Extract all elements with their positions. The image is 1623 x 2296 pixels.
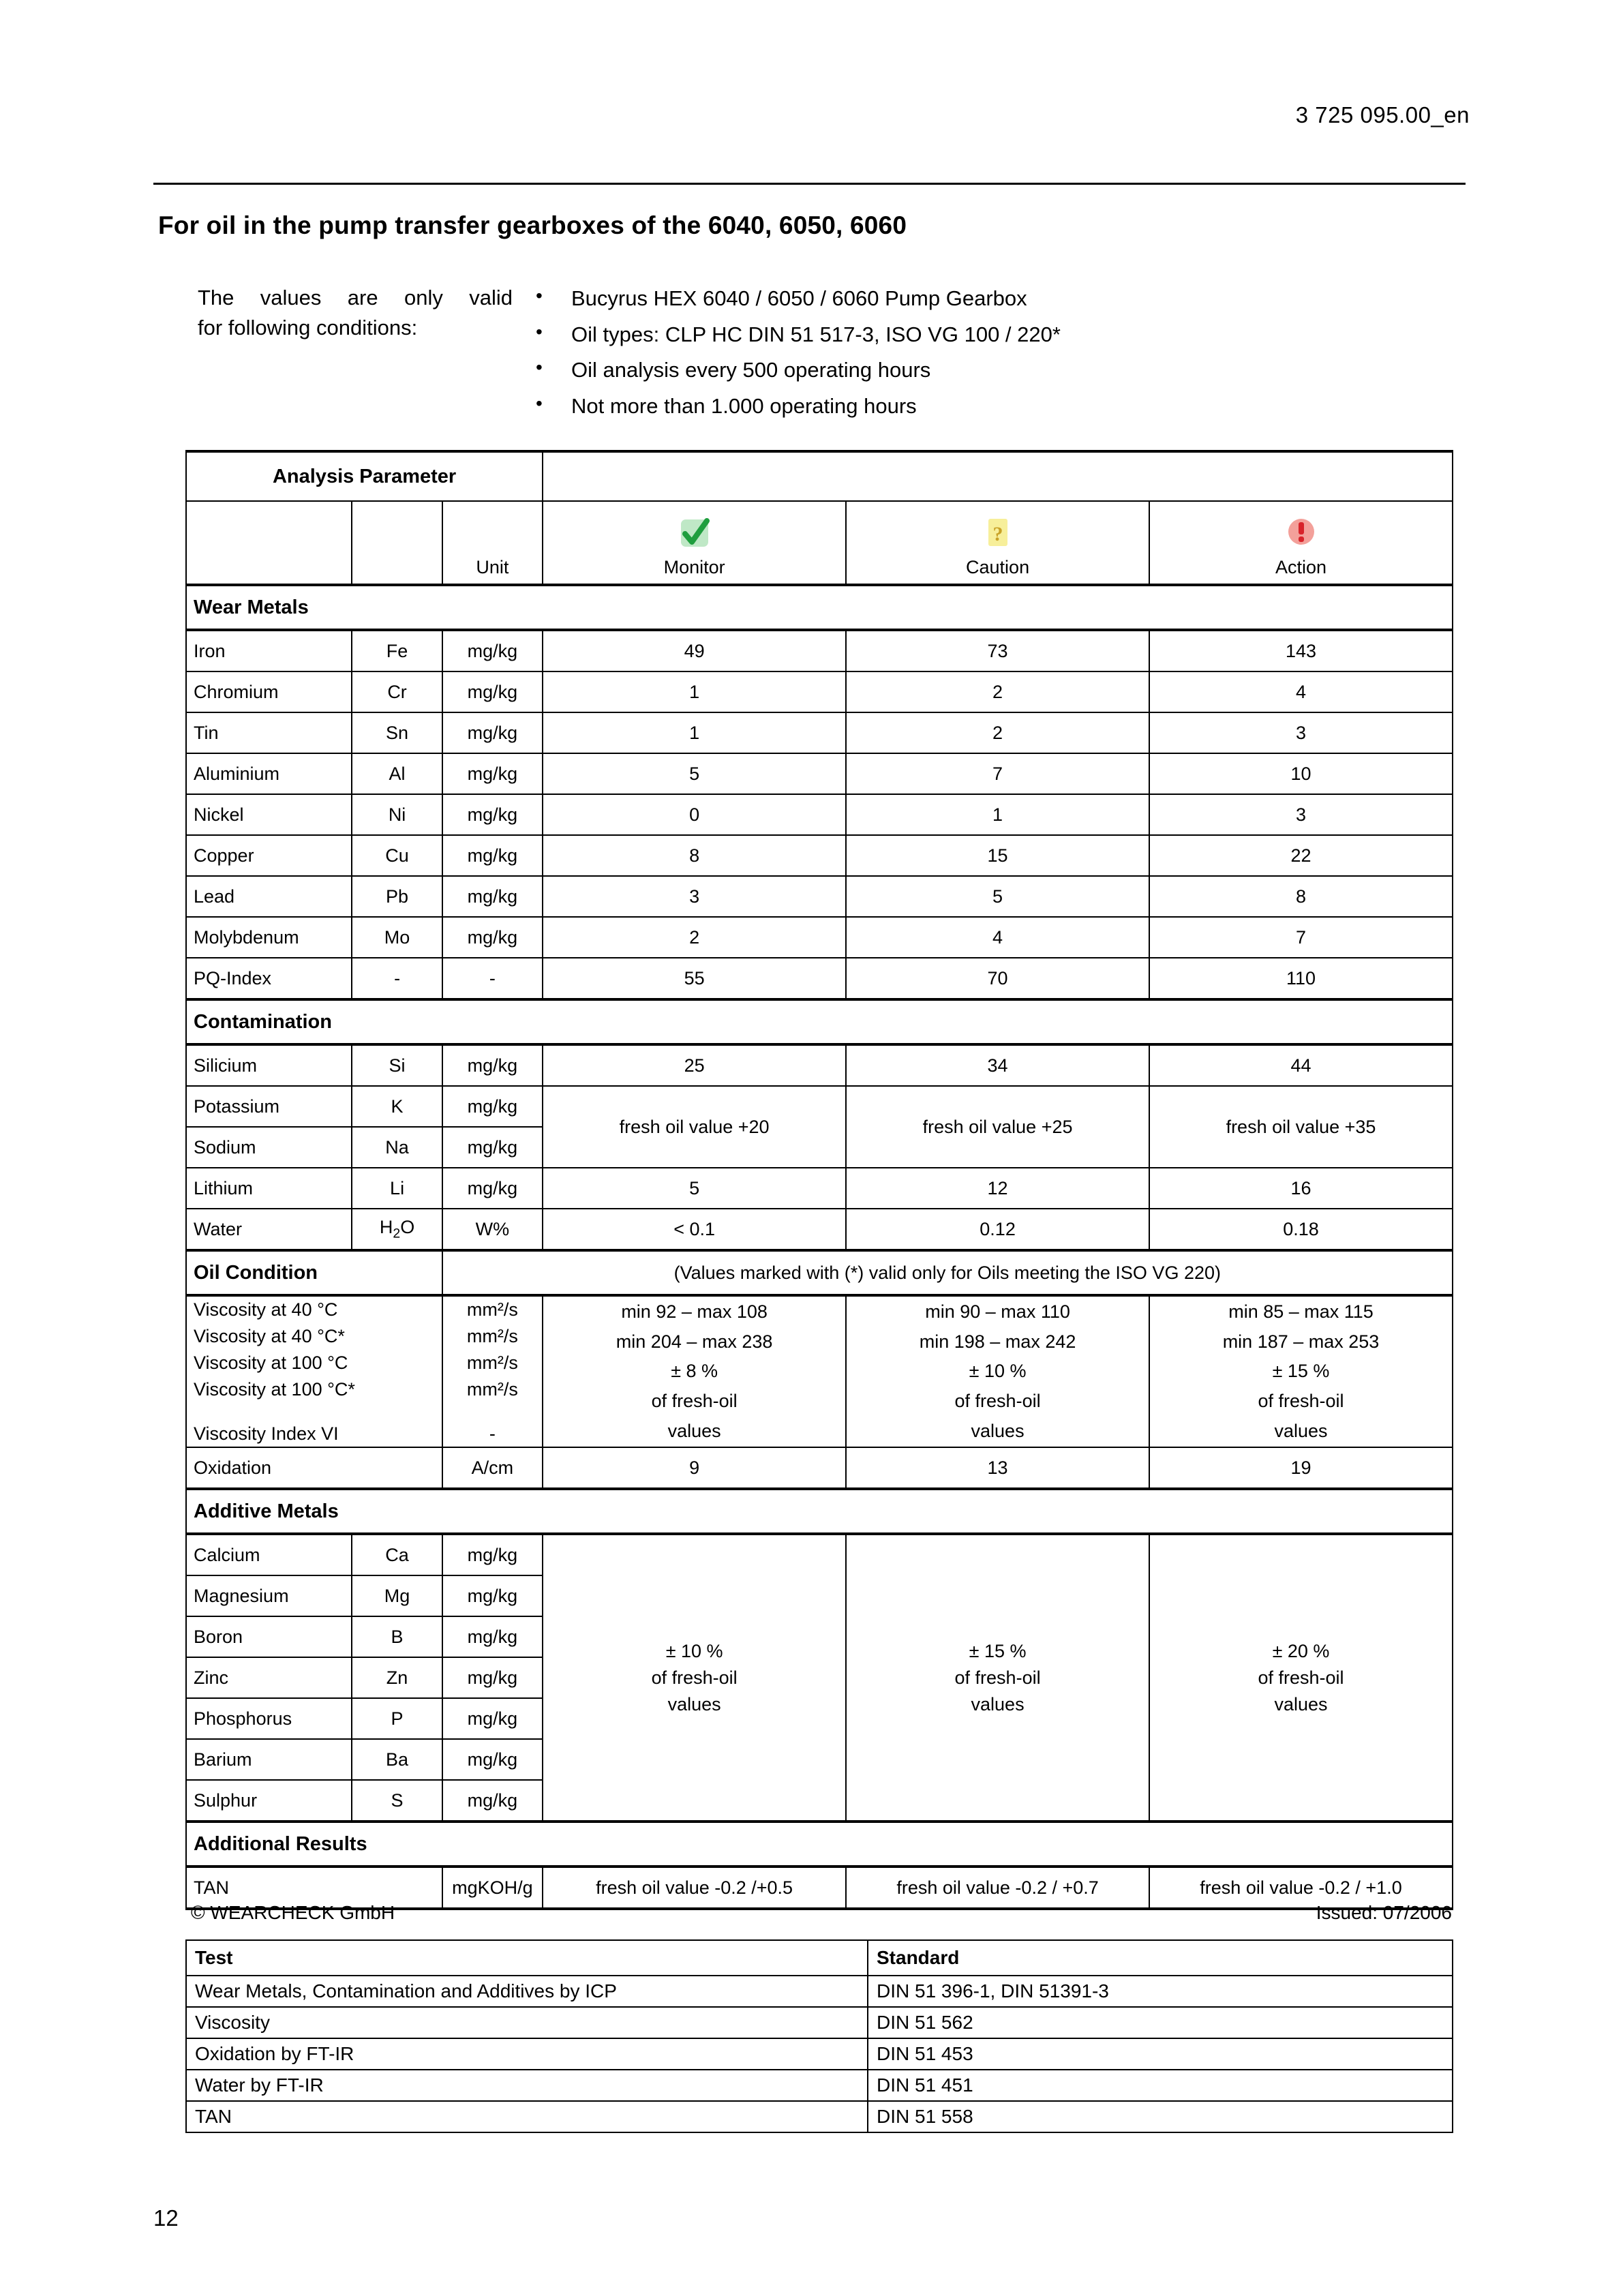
caution-value: 12 [846, 1168, 1149, 1209]
header-empty-abbr [352, 501, 442, 585]
parameter-unit: mg/kg [442, 1168, 543, 1209]
caution-value: 5 [846, 876, 1149, 917]
parameter-abbr: Cu [352, 835, 442, 876]
action-value: 143 [1149, 630, 1453, 671]
action-column-header [1149, 501, 1453, 585]
viscosity-value: of fresh-oil [1258, 1391, 1344, 1412]
additive-tolerance: ± 20 % [1272, 1641, 1330, 1662]
table-row [186, 1447, 1453, 1489]
caution-value: 1 [846, 794, 1149, 835]
viscosity-name: Viscosity at 100 °C [194, 1352, 348, 1373]
standards-test: TAN [186, 2101, 868, 2132]
parameter-abbr: Li [352, 1168, 442, 1209]
table-row [186, 1086, 1453, 1127]
monitor-value: 8 [543, 835, 846, 876]
monitor-value: 5 [543, 753, 846, 794]
viscosity-value: of fresh-oil [954, 1391, 1041, 1412]
viscosity-unit: mm²/s [466, 1378, 518, 1400]
viscosity-unit: mm²/s [466, 1299, 518, 1320]
standards-test: Viscosity [186, 2007, 868, 2038]
action-value: fresh oil value +35 [1149, 1086, 1453, 1168]
parameter-unit: mg/kg [442, 1780, 543, 1822]
monitor-column-header [543, 501, 846, 585]
parameter-name: Lithium [186, 1168, 352, 1209]
action-value: 44 [1149, 1044, 1453, 1086]
list-item: • Not more than 1.000 operating hours [532, 391, 1061, 422]
parameter-abbr: Al [352, 753, 442, 794]
table-row [186, 712, 1453, 753]
parameter-name: Lead [186, 876, 352, 917]
copyright-text: © WEARCHECK GmbH [191, 1902, 395, 1923]
parameter-unit: mg/kg [442, 753, 543, 794]
monitor-value: 3 [543, 876, 846, 917]
parameter-name: Oxidation [186, 1447, 442, 1489]
status-header-row [186, 501, 1453, 585]
svg-text:?: ? [992, 523, 1003, 545]
table-row [186, 1168, 1453, 1209]
additive-tolerance: of fresh-oil [954, 1667, 1041, 1688]
parameter-unit: mg/kg [442, 1616, 543, 1657]
table-row [186, 876, 1453, 917]
action-value: 19 [1149, 1447, 1453, 1489]
section-title: Oil Condition [186, 1250, 442, 1295]
standards-table [185, 1939, 1453, 2133]
viscosity-value: values [1274, 1420, 1328, 1441]
parameter-name: PQ-Index [186, 958, 352, 999]
parameter-abbr: Pb [352, 876, 442, 917]
parameter-abbr: Cr [352, 671, 442, 712]
table-row [186, 2070, 1453, 2101]
monitor-value [543, 1295, 846, 1447]
viscosity-unit: mm²/s [466, 1352, 518, 1373]
parameter-unit: - [442, 958, 543, 999]
additive-tolerance: values [1274, 1693, 1328, 1715]
action-value: 8 [1149, 876, 1453, 917]
caution-value: 13 [846, 1447, 1149, 1489]
monitor-value: 2 [543, 917, 846, 958]
document-number: 3 725 095.00_en [1295, 102, 1470, 127]
parameter-unit: mg/kg [442, 794, 543, 835]
monitor-value: 25 [543, 1044, 846, 1086]
caution-column-header [846, 501, 1149, 585]
standards-test: Wear Metals, Contamination and Additives by ICP [186, 1976, 868, 2007]
standards-test-header: Test [186, 1940, 868, 1976]
table-row [186, 917, 1453, 958]
parameter-name: Molybdenum [186, 917, 352, 958]
parameter-abbr: Ba [352, 1739, 442, 1780]
viscosity-value: values [667, 1420, 721, 1441]
viscosity-value: min 198 – max 242 [919, 1331, 1076, 1352]
conditions-label [198, 283, 532, 343]
standards-header-row [186, 1940, 1453, 1976]
parameter-name: Copper [186, 835, 352, 876]
parameter-unit: mgKOH/g [442, 1867, 543, 1909]
caution-value: 0.12 [846, 1209, 1149, 1250]
parameter-abbr: Mg [352, 1575, 442, 1616]
table-row [186, 671, 1453, 712]
table-row [186, 1209, 1453, 1250]
section-title: Additional Results [186, 1822, 1453, 1867]
parameter-abbr: Si [352, 1044, 442, 1086]
action-value: 4 [1149, 671, 1453, 712]
parameter-abbr: Na [352, 1127, 442, 1168]
table-credits [191, 1902, 1452, 1924]
additive-tolerance: ± 15 % [969, 1641, 1027, 1662]
standards-test: Water by FT-IR [186, 2070, 868, 2101]
parameter-name: Barium [186, 1739, 352, 1780]
additive-tolerance: of fresh-oil [651, 1667, 738, 1688]
parameter-unit: mg/kg [442, 1575, 543, 1616]
parameter-unit: mg/kg [442, 1739, 543, 1780]
action-label: Action [1275, 557, 1327, 577]
parameter-unit: mg/kg [442, 671, 543, 712]
table-row [186, 794, 1453, 835]
viscosity-value: min 187 – max 253 [1222, 1331, 1380, 1352]
list-item: • Oil types: CLP HC DIN 51 517-3, ISO VG 100 / 220* [532, 319, 1061, 350]
monitor-value [543, 1534, 846, 1822]
red-exclamation-icon [1157, 515, 1445, 554]
parameter-unit: mg/kg [442, 876, 543, 917]
viscosity-unit: - [489, 1423, 496, 1444]
viscosity-name: Viscosity Index VI [194, 1423, 339, 1444]
caution-value: 15 [846, 835, 1149, 876]
table-row [186, 1976, 1453, 2007]
parameter-unit: mg/kg [442, 1127, 543, 1168]
parameter-unit: mg/kg [442, 712, 543, 753]
viscosity-value: min 90 – max 110 [925, 1301, 1070, 1322]
action-value: 10 [1149, 753, 1453, 794]
caution-value [846, 1295, 1149, 1447]
analysis-parameter-header: Analysis Parameter [186, 451, 543, 501]
viscosity-value: of fresh-oil [651, 1391, 738, 1412]
parameter-unit: A/cm [442, 1447, 543, 1489]
parameter-unit: mg/kg [442, 835, 543, 876]
viscosity-units [442, 1295, 543, 1447]
parameter-unit: mg/kg [442, 1657, 543, 1698]
conditions-label-line1: The values are only valid [198, 286, 513, 309]
parameter-abbr: Sn [352, 712, 442, 753]
monitor-value: fresh oil value -0.2 /+0.5 [543, 1867, 846, 1909]
standards-standard: DIN 51 453 [868, 2038, 1453, 2070]
monitor-label: Monitor [663, 557, 725, 577]
standards-standard: DIN 51 451 [868, 2070, 1453, 2101]
table-header-row [186, 451, 1453, 501]
parameter-name: Zinc [186, 1657, 352, 1698]
viscosity-value: ± 10 % [969, 1361, 1027, 1382]
standards-standard: DIN 51 558 [868, 2101, 1453, 2132]
parameter-unit: mg/kg [442, 1086, 543, 1127]
parameter-unit: mg/kg [442, 917, 543, 958]
parameter-abbr: P [352, 1698, 442, 1739]
monitor-value: < 0.1 [543, 1209, 846, 1250]
parameter-name: Silicium [186, 1044, 352, 1086]
parameter-abbr: Fe [352, 630, 442, 671]
parameter-name: Chromium [186, 671, 352, 712]
monitor-value: 55 [543, 958, 846, 999]
viscosity-value: min 85 – max 115 [1228, 1301, 1374, 1322]
action-value: 7 [1149, 917, 1453, 958]
caution-value: 4 [846, 917, 1149, 958]
unit-column-header: Unit [442, 501, 543, 585]
parameter-abbr: Ca [352, 1534, 442, 1575]
additive-tolerance: values [667, 1693, 721, 1715]
action-value: 22 [1149, 835, 1453, 876]
parameter-name: TAN [186, 1867, 442, 1909]
action-value [1149, 1295, 1453, 1447]
section-title: Contamination [186, 999, 1453, 1044]
caution-value: 73 [846, 630, 1149, 671]
table-row [186, 2038, 1453, 2070]
action-value: fresh oil value -0.2 / +1.0 [1149, 1867, 1453, 1909]
oil-analysis-limits-table [185, 450, 1453, 1910]
section-title: Wear Metals [186, 585, 1453, 630]
caution-value: 2 [846, 712, 1149, 753]
parameter-abbr: B [352, 1616, 442, 1657]
table-row [186, 753, 1453, 794]
viscosity-value: ± 8 % [671, 1361, 718, 1382]
parameter-unit: mg/kg [442, 630, 543, 671]
page-title: For oil in the pump transfer gearboxes of the 6040, 6050, 6060 [158, 211, 907, 239]
standards-standard: DIN 51 562 [868, 2007, 1453, 2038]
parameter-abbr: Mo [352, 917, 442, 958]
action-value [1149, 1534, 1453, 1822]
section-title: Additive Metals [186, 1489, 1453, 1534]
caution-value: 70 [846, 958, 1149, 999]
action-value: 16 [1149, 1168, 1453, 1209]
viscosity-value: min 92 – max 108 [621, 1301, 768, 1322]
additive-tolerance: of fresh-oil [1258, 1667, 1344, 1688]
parameter-name: Sulphur [186, 1780, 352, 1822]
parameter-name: Magnesium [186, 1575, 352, 1616]
action-value: 110 [1149, 958, 1453, 999]
viscosity-value: ± 15 % [1272, 1361, 1330, 1382]
standards-standard-header: Standard [868, 1940, 1453, 1976]
parameter-unit: mg/kg [442, 1698, 543, 1739]
table-row [186, 1044, 1453, 1086]
caution-value: 34 [846, 1044, 1149, 1086]
caution-value: fresh oil value +25 [846, 1086, 1149, 1168]
viscosity-value: min 204 – max 238 [616, 1331, 773, 1352]
oil-condition-note: (Values marked with (*) valid only for Oils meeting the ISO VG 220) [442, 1250, 1453, 1295]
parameter-name: Boron [186, 1616, 352, 1657]
monitor-value: fresh oil value +20 [543, 1086, 846, 1168]
section-header-wear-metals [186, 585, 1453, 630]
table-row [186, 1534, 1453, 1575]
conditions-bullet-list [532, 283, 1061, 426]
table-row [186, 2101, 1453, 2132]
caution-label: Caution [966, 557, 1030, 577]
parameter-name: Aluminium [186, 753, 352, 794]
parameter-abbr: Ni [352, 794, 442, 835]
conditions-intro [198, 283, 1425, 426]
parameter-unit: mg/kg [442, 1534, 543, 1575]
parameter-unit: mg/kg [442, 1044, 543, 1086]
parameter-name: Sodium [186, 1127, 352, 1168]
additive-tolerance: values [971, 1693, 1025, 1715]
table-row [186, 2007, 1453, 2038]
parameter-abbr: Zn [352, 1657, 442, 1698]
header-divider [153, 183, 1466, 185]
standards-standard: DIN 51 396-1, DIN 51391-3 [868, 1976, 1453, 2007]
section-header-additional-results [186, 1822, 1453, 1867]
header-empty-name [186, 501, 352, 585]
list-item: • Oil analysis every 500 operating hours [532, 354, 1061, 386]
parameter-name: Iron [186, 630, 352, 671]
standards-test: Oxidation by FT-IR [186, 2038, 868, 2070]
monitor-value: 1 [543, 712, 846, 753]
monitor-value: 49 [543, 630, 846, 671]
viscosity-name: Viscosity at 40 °C [194, 1299, 338, 1320]
caution-value [846, 1534, 1149, 1822]
parameter-name: Water [186, 1209, 352, 1250]
page-number: 12 [153, 2205, 179, 2231]
conditions-label-line2: for following conditions: [198, 316, 418, 340]
parameter-name: Calcium [186, 1534, 352, 1575]
additive-tolerance: ± 10 % [665, 1641, 723, 1662]
parameter-name: Nickel [186, 794, 352, 835]
monitor-value: 1 [543, 671, 846, 712]
parameter-abbr: $H_2O$ [352, 1209, 442, 1250]
viscosity-row [186, 1295, 1453, 1447]
header-blank-cell [543, 451, 1453, 501]
caution-value: 7 [846, 753, 1149, 794]
monitor-value: 9 [543, 1447, 846, 1489]
green-check-icon [550, 515, 838, 554]
monitor-value: 0 [543, 794, 846, 835]
issued-date: Issued: 07/2006 [1316, 1902, 1452, 1923]
viscosity-names [186, 1295, 442, 1447]
parameter-unit: W% [442, 1209, 543, 1250]
action-value: 0.18 [1149, 1209, 1453, 1250]
viscosity-unit: mm²/s [466, 1325, 518, 1346]
caution-value: fresh oil value -0.2 / +0.7 [846, 1867, 1149, 1909]
parameter-abbr: S [352, 1780, 442, 1822]
viscosity-value: values [971, 1420, 1025, 1441]
section-header-additive-metals [186, 1489, 1453, 1534]
parameter-name: Phosphorus [186, 1698, 352, 1739]
yellow-question-icon [853, 515, 1142, 554]
parameter-name: Potassium [186, 1086, 352, 1127]
section-header-contamination [186, 999, 1453, 1044]
parameter-name: Tin [186, 712, 352, 753]
viscosity-name: Viscosity at 40 °C* [194, 1325, 345, 1346]
caution-value: 2 [846, 671, 1149, 712]
parameter-abbr: - [352, 958, 442, 999]
action-value: 3 [1149, 712, 1453, 753]
action-value: 3 [1149, 794, 1453, 835]
list-item: • Bucyrus HEX 6040 / 6050 / 6060 Pump Gearbox [532, 283, 1061, 314]
section-header-oil-condition [186, 1250, 1453, 1295]
table-row [186, 958, 1453, 999]
table-row [186, 835, 1453, 876]
monitor-value: 5 [543, 1168, 846, 1209]
table-row [186, 630, 1453, 671]
viscosity-name: Viscosity at 100 °C* [194, 1378, 355, 1400]
parameter-abbr: K [352, 1086, 442, 1127]
